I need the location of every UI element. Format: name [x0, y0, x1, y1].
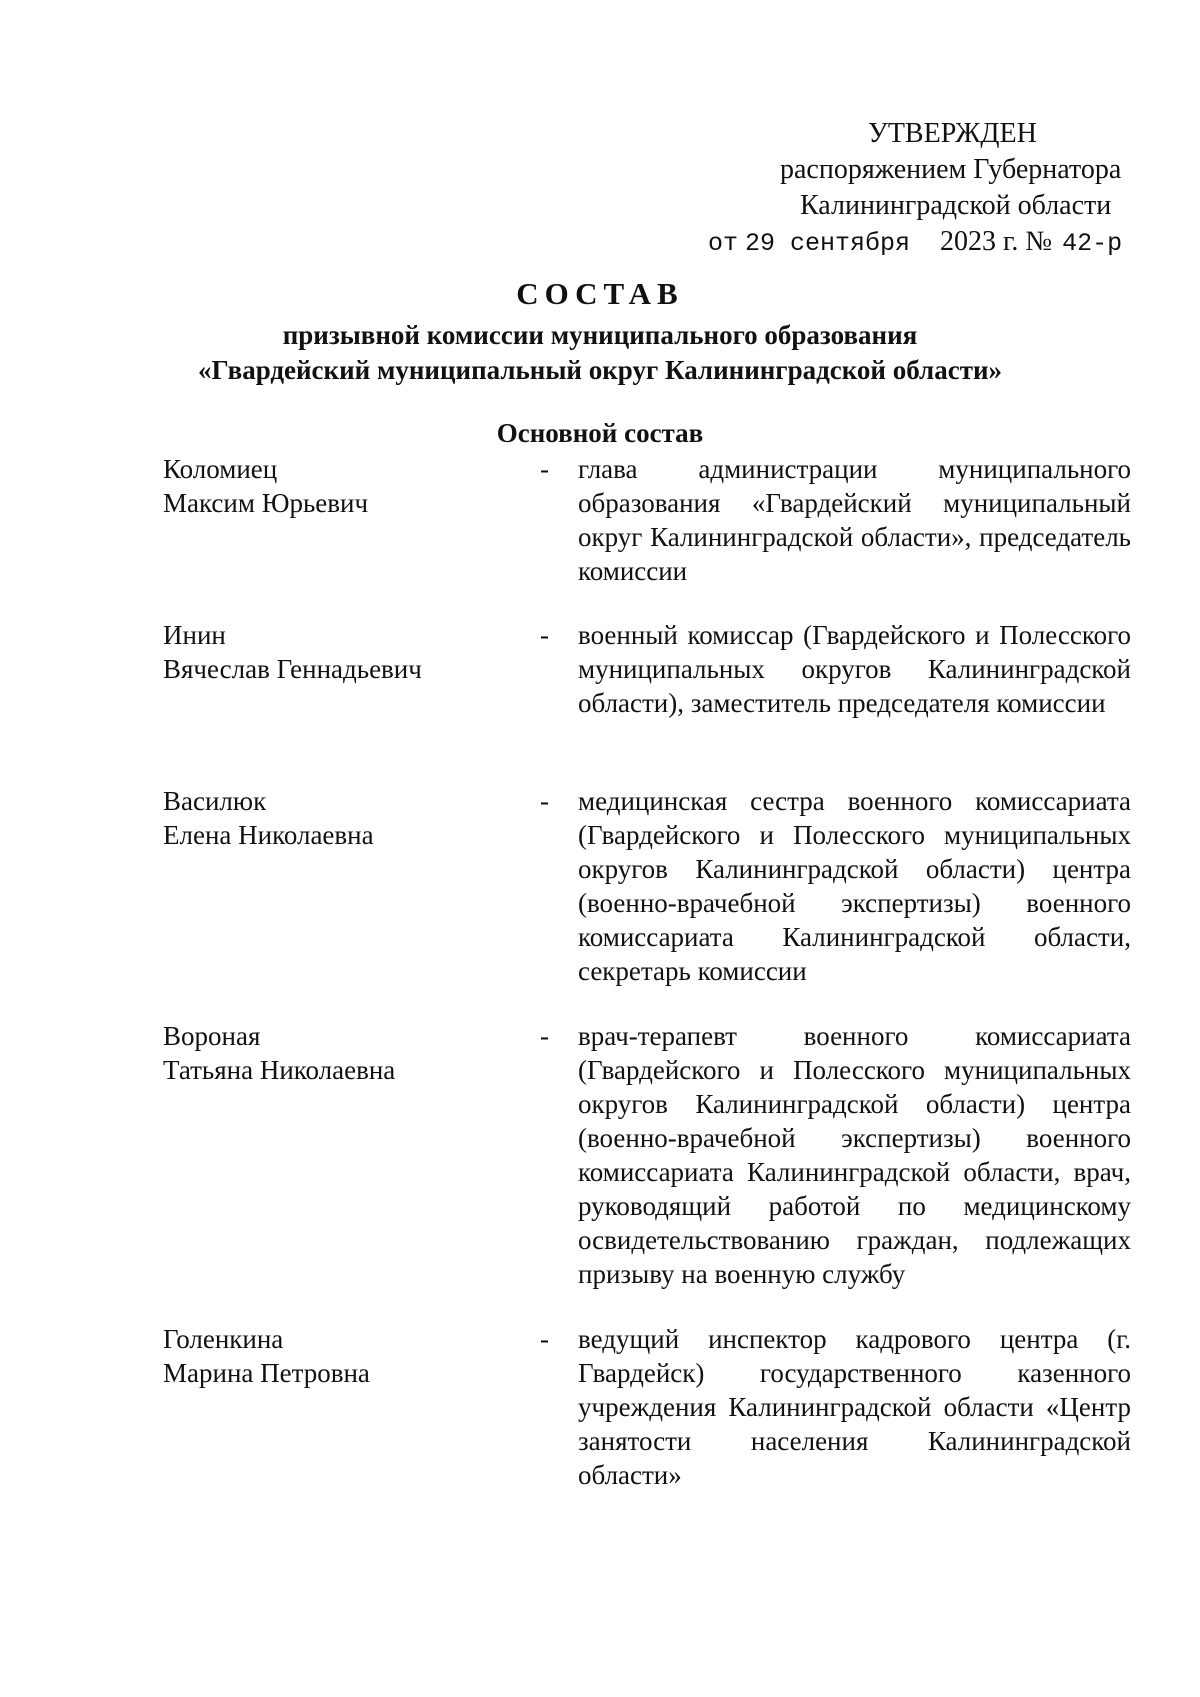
member-surname: Василюк: [163, 786, 267, 816]
member-dash: -: [540, 1324, 549, 1354]
approval-stamp: [700, 116, 1160, 262]
document-title: СОСТАВ: [516, 276, 684, 311]
member-given-names: Марина Петровна: [163, 1358, 370, 1388]
member-surname: Голенкина: [163, 1324, 284, 1354]
member-name: [163, 452, 523, 520]
member-name: [163, 784, 523, 852]
approval-date-prefix: от: [708, 229, 739, 258]
member-dash: -: [540, 454, 549, 484]
member-surname: Инин: [163, 620, 226, 650]
member-description: военный комиссар (Гвардейского и Полесского муниципальных округов Калининградской области), заместитель председателя комиссии: [578, 620, 1131, 718]
member-description: глава администрации муниципального образования «Гвардейский муниципальный округ Калининградской области», председатель комиссии: [578, 454, 1131, 586]
member-dash: -: [540, 620, 549, 650]
approval-line-2: Калининградской области: [800, 190, 1112, 221]
member-dash: -: [540, 1021, 549, 1051]
member-given-names: Татьяна Николаевна: [163, 1055, 396, 1085]
member-dash: -: [540, 786, 549, 816]
approval-number: 42-р: [1062, 229, 1123, 258]
member-description: врач-терапевт военного комиссариата (Гвардейского и Полесского муниципальных округов Калининградской области) центра (военно-врачебной экспертизы) военного комиссариата Калининградской области, врач, руководящий работой по медицинскому освидетельствованию граждан, подлежащих призыву на военную службу: [578, 1021, 1131, 1289]
document-subtitle-line-2: «Гвардейский муниципальный округ Калининградской области»: [197, 355, 1003, 385]
approval-date-line: [700, 224, 1160, 262]
member-description: медицинская сестра военного комиссариата (Гвардейского и Полесского муниципальных округов Калининградской области) центра (военно-врачебной экспертизы) военного комиссариата Калининградской области, секретарь комиссии: [578, 786, 1131, 986]
document-subtitle-line-1: призывной комиссии муниципального образования: [282, 320, 918, 350]
approval-title: УТВЕРЖДЕН: [868, 118, 1037, 149]
member-surname: Вороная: [163, 1021, 261, 1051]
approval-date-year: 2023 г. №: [940, 226, 1053, 257]
member-name: [163, 618, 523, 686]
section-title: Основной состав: [496, 418, 704, 448]
member-name: [163, 1322, 523, 1390]
member-name: [163, 1019, 523, 1087]
member-description: ведущий инспектор кадрового центра (г. Гвардейск) государственного казенного учреждения Калининградской области «Центр занятости населения Калининградской области»: [578, 1324, 1131, 1490]
approval-date-day-month: 29 сентября: [745, 229, 911, 258]
member-given-names: Вячеслав Геннадьевич: [163, 654, 422, 684]
document-subtitle: [0, 318, 1200, 388]
member-given-names: Елена Николаевна: [163, 820, 374, 850]
member-surname: Коломиец: [163, 454, 278, 484]
approval-line-1: распоряжением Губернатора: [780, 154, 1122, 185]
member-given-names: Максим Юрьевич: [163, 488, 369, 518]
